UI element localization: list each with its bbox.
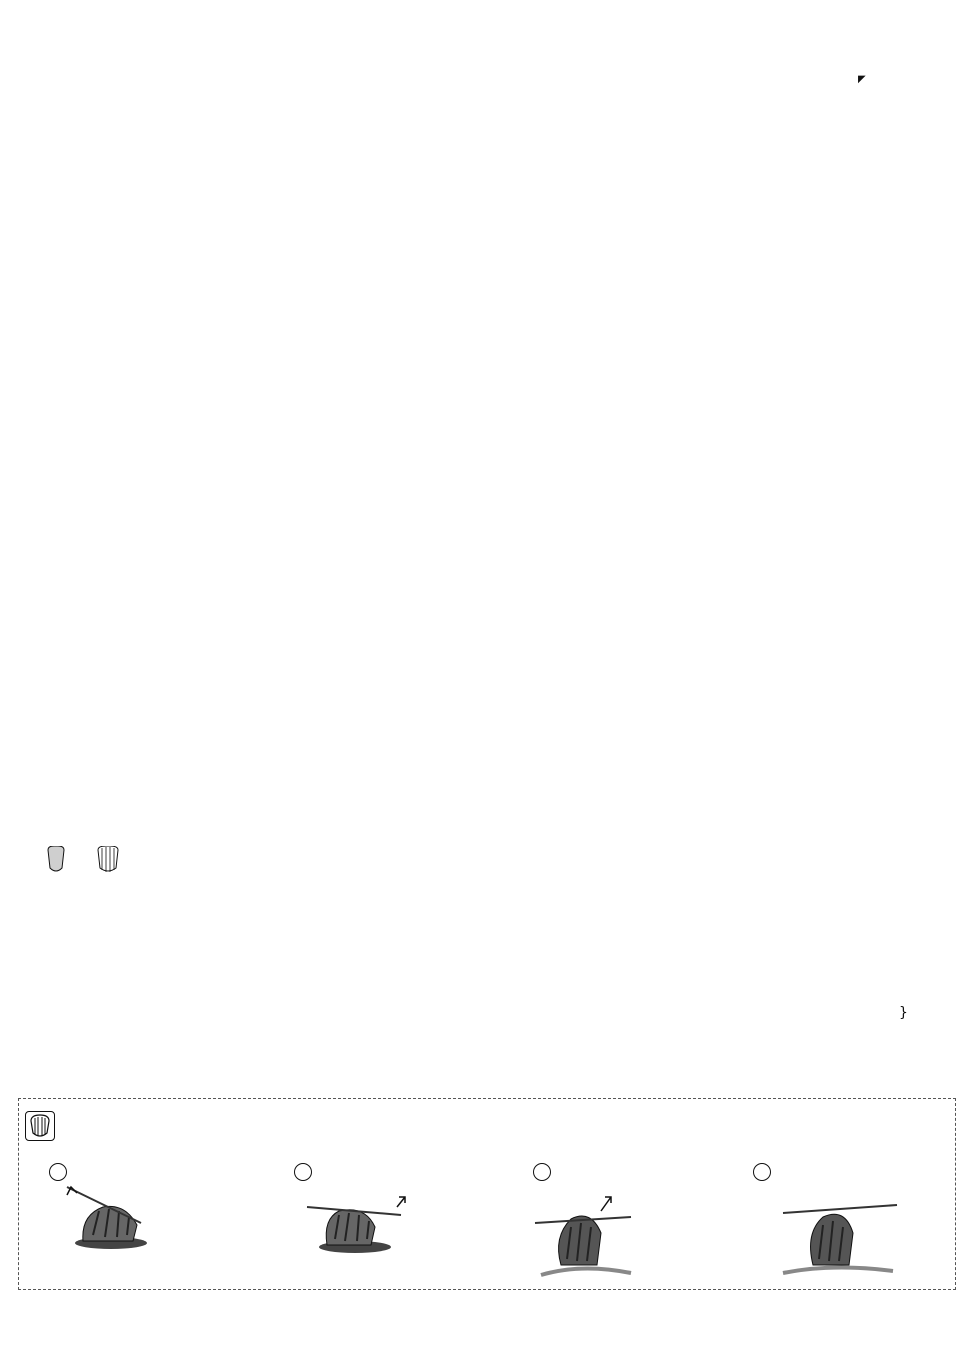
popcorn-shaded-icon bbox=[44, 846, 134, 876]
cut-yarn-icon: ◤ bbox=[858, 74, 866, 85]
step-3-illustration bbox=[531, 1183, 641, 1283]
top-crown-legend bbox=[785, 898, 908, 1026]
legend-row bbox=[785, 999, 815, 1013]
step-1-illustration bbox=[63, 1185, 163, 1275]
legend-row bbox=[785, 918, 815, 932]
symbol-equivalence bbox=[44, 846, 134, 876]
step-number bbox=[294, 1163, 312, 1181]
legend-row bbox=[785, 945, 815, 959]
popcorn-howto-box bbox=[18, 1098, 956, 1290]
legend-row bbox=[785, 985, 815, 999]
cut-yarn-legend bbox=[858, 74, 866, 85]
legend-bracket: } bbox=[899, 1005, 908, 1021]
step-number bbox=[753, 1163, 771, 1181]
step-number bbox=[49, 1163, 67, 1181]
legend-row bbox=[785, 931, 815, 945]
legend-row bbox=[785, 958, 815, 972]
step-4-illustration bbox=[773, 1183, 903, 1283]
legend-row bbox=[785, 972, 815, 986]
popcorn-icon bbox=[25, 1111, 55, 1141]
legend-row bbox=[785, 904, 815, 918]
step-2-illustration bbox=[305, 1185, 415, 1275]
legend-row bbox=[785, 1012, 815, 1026]
step-number bbox=[533, 1163, 551, 1181]
